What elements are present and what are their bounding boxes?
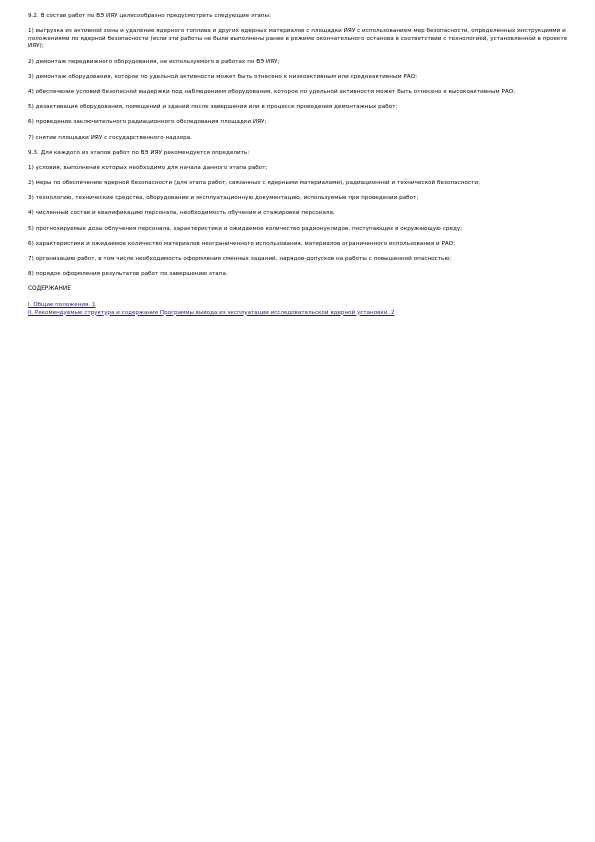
list-item: 6) характеристики и ожидаемое количество материалов неограниченного использования, материалов ограниченного использования и РАО; xyxy=(28,240,456,247)
document-page xyxy=(28,13,568,317)
toc-link-program-structure[interactable]: II. Рекомендуемые структура и содержание Программы вывода из эксплуатации исследовательской ядерной установки. 2 xyxy=(28,309,395,316)
list-item: 4) обеспечение условий безопасной выдержки под наблюдением оборудования, которое по удельной активности может быть отнесено к высокоактивным РАО; xyxy=(28,88,516,95)
list-item: 1) условия, выполнение которых необходимо для начала данного этапа работ; xyxy=(28,164,268,171)
toc-link-general-provisions[interactable]: I. Общие положения. 1 xyxy=(28,301,96,308)
list-item: 1) выгрузка из активной зоны и удаление ядерного топлива и других ядерных материалов с площадки ИЯУ с использованием мер безопасности, определенных инструкциями и положениями по ядерной безопасности (если эти работы не были выполнены ранее в режиме окончательного останова в соответствии с технологией, установленной в проекте ИЯУ); xyxy=(28,28,568,50)
list-item: 7) снятие площадки ИЯУ с государственного надзора. xyxy=(28,134,192,141)
table-of-contents xyxy=(28,302,568,317)
list-item: 6) проведение заключительного радиационного обследования площадки ИЯУ; xyxy=(28,119,267,126)
paragraph-9-3: 9.3. Для каждого из этапов работ по ВЭ ИЯУ рекомендуется определить: xyxy=(28,149,250,156)
list-item: 7) организацию работ, в том числе необходимость оформления сменных заданий, нарядов-допусков на работы с повышенной опасностью; xyxy=(28,256,452,262)
list-item: 8) порядок оформления результатов работ по завершению этапа. xyxy=(28,271,228,278)
list-item: 5) дезактивация оборудования, помещений и зданий после завершения или в процессе проведения демонтажных работ; xyxy=(28,104,398,111)
list-item: 3) демонтаж оборудования, которое по удельной активности может быть отнесено к низкоактивным или среднеактивным РАО; xyxy=(28,73,418,80)
list-item: 2) демонтаж передвижного оборудования, не используемого в работах по ВЭ ИЯУ; xyxy=(28,58,280,65)
list-item: 4) численный состав и квалификацию персонала, необходимость обучения и стажировки персонала; xyxy=(28,210,335,217)
list-item: 3) технологию, технические средства, оборудование и эксплуатационную документацию, используемые при проведении работ; xyxy=(28,195,419,202)
toc-heading: СОДЕРЖАНИЕ xyxy=(28,286,71,293)
paragraph-9-2: 9.2. В состав работ по ВЭ ИЯУ целесообразно предусмотреть следующие этапы: xyxy=(28,13,272,19)
list-item: 5) прогнозируемые дозы облучения персонала, характеристики и ожидаемое количество радионуклидов, поступающих в окружающую среду; xyxy=(28,225,463,232)
list-item: 2) меры по обеспечению ядерной безопасности (для этапа работ, связанных с ядерными материалами), радиационной и технической безопасности; xyxy=(28,180,481,187)
